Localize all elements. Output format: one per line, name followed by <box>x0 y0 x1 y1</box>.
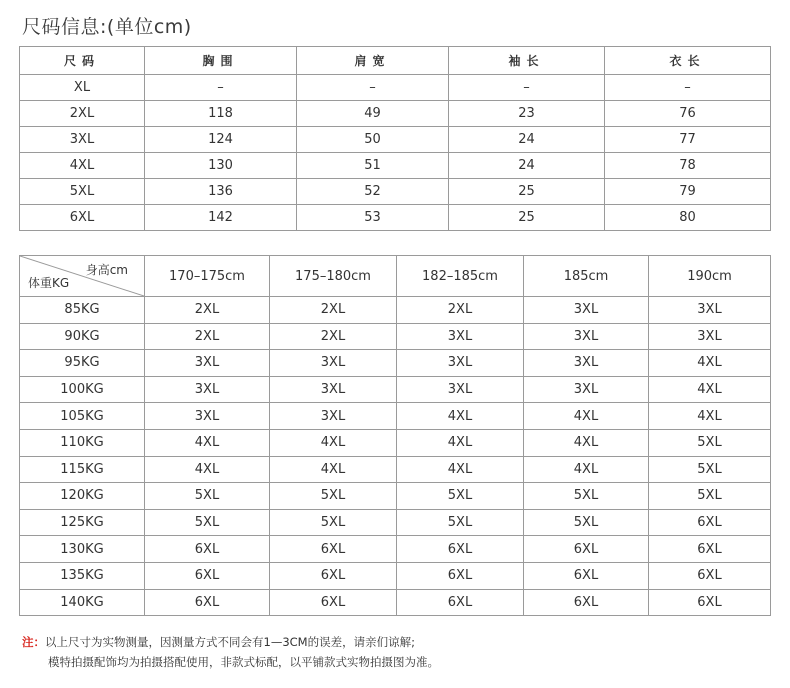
height-header: 170–175cm <box>145 256 270 297</box>
recommended-size-cell: 3XL <box>649 297 771 324</box>
recommended-size-cell: 6XL <box>524 589 649 616</box>
fit-table-row <box>20 456 771 483</box>
recommended-size-cell: 3XL <box>270 403 397 430</box>
recommended-size-cell: 6XL <box>270 536 397 563</box>
size-value-cell: – <box>145 75 297 101</box>
recommended-size-cell: 6XL <box>397 562 524 589</box>
recommended-size-cell: 3XL <box>270 350 397 377</box>
recommended-size-cell: 4XL <box>649 350 771 377</box>
size-table-header: 衣长 <box>605 47 771 75</box>
recommended-size-cell: 6XL <box>397 536 524 563</box>
size-value-cell: 53 <box>297 205 449 231</box>
recommended-size-cell: 5XL <box>397 483 524 510</box>
recommended-size-cell: 6XL <box>397 589 524 616</box>
weight-cell: 130KG <box>20 536 145 563</box>
size-value-cell: 49 <box>297 101 449 127</box>
weight-cell: 115KG <box>20 456 145 483</box>
recommended-size-cell: 6XL <box>524 562 649 589</box>
recommended-size-cell: 4XL <box>397 429 524 456</box>
recommended-size-cell: 3XL <box>145 350 270 377</box>
recommended-size-cell: 6XL <box>649 536 771 563</box>
recommended-size-cell: 3XL <box>145 376 270 403</box>
weight-axis-label: 体重KG <box>28 276 70 290</box>
recommended-size-cell: 3XL <box>524 323 649 350</box>
fit-table-row <box>20 589 771 616</box>
recommended-size-cell: 3XL <box>270 376 397 403</box>
recommended-size-cell: 3XL <box>649 323 771 350</box>
fit-table-header-row <box>20 256 771 297</box>
recommended-size-cell: 6XL <box>270 562 397 589</box>
size-value-cell: – <box>605 75 771 101</box>
recommended-size-cell: 6XL <box>649 589 771 616</box>
recommended-size-cell: 6XL <box>270 589 397 616</box>
fit-table-row <box>20 536 771 563</box>
weight-cell: 120KG <box>20 483 145 510</box>
size-table-row <box>20 205 771 231</box>
size-table-header: 尺码 <box>20 47 145 75</box>
fit-table-corner-cell <box>20 256 145 297</box>
recommended-size-cell: 6XL <box>649 509 771 536</box>
height-weight-fit-table <box>19 255 771 616</box>
size-table-row <box>20 101 771 127</box>
recommended-size-cell: 4XL <box>524 403 649 430</box>
fit-table-row <box>20 297 771 324</box>
size-value-cell: 118 <box>145 101 297 127</box>
recommended-size-cell: 3XL <box>397 350 524 377</box>
recommended-size-cell: 4XL <box>524 429 649 456</box>
recommended-size-cell: 6XL <box>145 536 270 563</box>
fit-table-row <box>20 429 771 456</box>
size-value-cell: 77 <box>605 127 771 153</box>
recommended-size-cell: 4XL <box>270 429 397 456</box>
recommended-size-cell: 5XL <box>270 509 397 536</box>
size-table-row <box>20 75 771 101</box>
size-value-cell: – <box>449 75 605 101</box>
weight-cell: 140KG <box>20 589 145 616</box>
size-table-header: 袖长 <box>449 47 605 75</box>
height-header: 175–180cm <box>270 256 397 297</box>
recommended-size-cell: 3XL <box>524 376 649 403</box>
height-axis-label: 身高cm <box>85 263 128 277</box>
size-value-cell: 52 <box>297 179 449 205</box>
height-header: 185cm <box>524 256 649 297</box>
size-table-row <box>20 127 771 153</box>
recommended-size-cell: 5XL <box>145 509 270 536</box>
recommended-size-cell: 4XL <box>397 403 524 430</box>
size-table-header: 肩宽 <box>297 47 449 75</box>
weight-cell: 125KG <box>20 509 145 536</box>
size-label-cell: 3XL <box>20 127 145 153</box>
recommended-size-cell: 5XL <box>649 429 771 456</box>
recommended-size-cell: 2XL <box>270 297 397 324</box>
size-value-cell: 124 <box>145 127 297 153</box>
weight-cell: 105KG <box>20 403 145 430</box>
size-value-cell: 24 <box>449 153 605 179</box>
note-line-2: 模特拍摄配饰均为拍摄搭配使用，非款式标配，以平铺款式实物拍摄图为准。 <box>48 655 439 669</box>
weight-cell: 90KG <box>20 323 145 350</box>
fit-table-row <box>20 376 771 403</box>
recommended-size-cell: 3XL <box>397 323 524 350</box>
recommended-size-cell: 3XL <box>145 403 270 430</box>
size-value-cell: 76 <box>605 101 771 127</box>
recommended-size-cell: 4XL <box>649 403 771 430</box>
recommended-size-cell: 4XL <box>649 376 771 403</box>
recommended-size-cell: 5XL <box>649 483 771 510</box>
size-label-cell: 6XL <box>20 205 145 231</box>
recommended-size-cell: 4XL <box>397 456 524 483</box>
fit-table-row <box>20 562 771 589</box>
note-line-1: 以上尺寸为实物测量，因测量方式不同会有1—3CM的误差，请亲们谅解; <box>45 635 415 649</box>
recommended-size-cell: 2XL <box>397 297 524 324</box>
height-header: 190cm <box>649 256 771 297</box>
recommended-size-cell: 6XL <box>145 589 270 616</box>
size-value-cell: 50 <box>297 127 449 153</box>
size-table-header: 胸围 <box>145 47 297 75</box>
fit-table-row <box>20 323 771 350</box>
size-value-cell: 25 <box>449 179 605 205</box>
size-table-row <box>20 179 771 205</box>
note-label: 注： <box>22 635 45 649</box>
size-value-cell: 25 <box>449 205 605 231</box>
page-title: 尺码信息:(单位cm) <box>22 16 192 38</box>
recommended-size-cell: 5XL <box>145 483 270 510</box>
size-value-cell: 136 <box>145 179 297 205</box>
size-note <box>22 632 439 672</box>
recommended-size-cell: 4XL <box>145 429 270 456</box>
size-label-cell: XL <box>20 75 145 101</box>
recommended-size-cell: 5XL <box>649 456 771 483</box>
size-value-cell: 79 <box>605 179 771 205</box>
weight-cell: 110KG <box>20 429 145 456</box>
weight-cell: 100KG <box>20 376 145 403</box>
fit-table-row <box>20 350 771 377</box>
size-label-cell: 5XL <box>20 179 145 205</box>
size-value-cell: 142 <box>145 205 297 231</box>
size-value-cell: 23 <box>449 101 605 127</box>
recommended-size-cell: 2XL <box>145 297 270 324</box>
recommended-size-cell: 2XL <box>145 323 270 350</box>
size-label-cell: 2XL <box>20 101 145 127</box>
fit-table-row <box>20 483 771 510</box>
weight-cell: 85KG <box>20 297 145 324</box>
weight-cell: 135KG <box>20 562 145 589</box>
size-label-cell: 4XL <box>20 153 145 179</box>
recommended-size-cell: 6XL <box>524 536 649 563</box>
recommended-size-cell: 4XL <box>270 456 397 483</box>
size-value-cell: 80 <box>605 205 771 231</box>
size-value-cell: 78 <box>605 153 771 179</box>
recommended-size-cell: 5XL <box>524 483 649 510</box>
recommended-size-cell: 6XL <box>649 562 771 589</box>
weight-cell: 95KG <box>20 350 145 377</box>
recommended-size-cell: 5XL <box>270 483 397 510</box>
recommended-size-cell: 2XL <box>270 323 397 350</box>
size-value-cell: 130 <box>145 153 297 179</box>
size-value-cell: 51 <box>297 153 449 179</box>
recommended-size-cell: 3XL <box>397 376 524 403</box>
size-table-header-row <box>20 47 771 75</box>
size-value-cell: 24 <box>449 127 605 153</box>
size-value-cell: – <box>297 75 449 101</box>
fit-table-row <box>20 509 771 536</box>
fit-table-row <box>20 403 771 430</box>
recommended-size-cell: 3XL <box>524 297 649 324</box>
recommended-size-cell: 4XL <box>145 456 270 483</box>
recommended-size-cell: 5XL <box>397 509 524 536</box>
size-info-table <box>19 46 771 231</box>
recommended-size-cell: 5XL <box>524 509 649 536</box>
recommended-size-cell: 4XL <box>524 456 649 483</box>
size-table-row <box>20 153 771 179</box>
height-header: 182–185cm <box>397 256 524 297</box>
recommended-size-cell: 3XL <box>524 350 649 377</box>
recommended-size-cell: 6XL <box>145 562 270 589</box>
